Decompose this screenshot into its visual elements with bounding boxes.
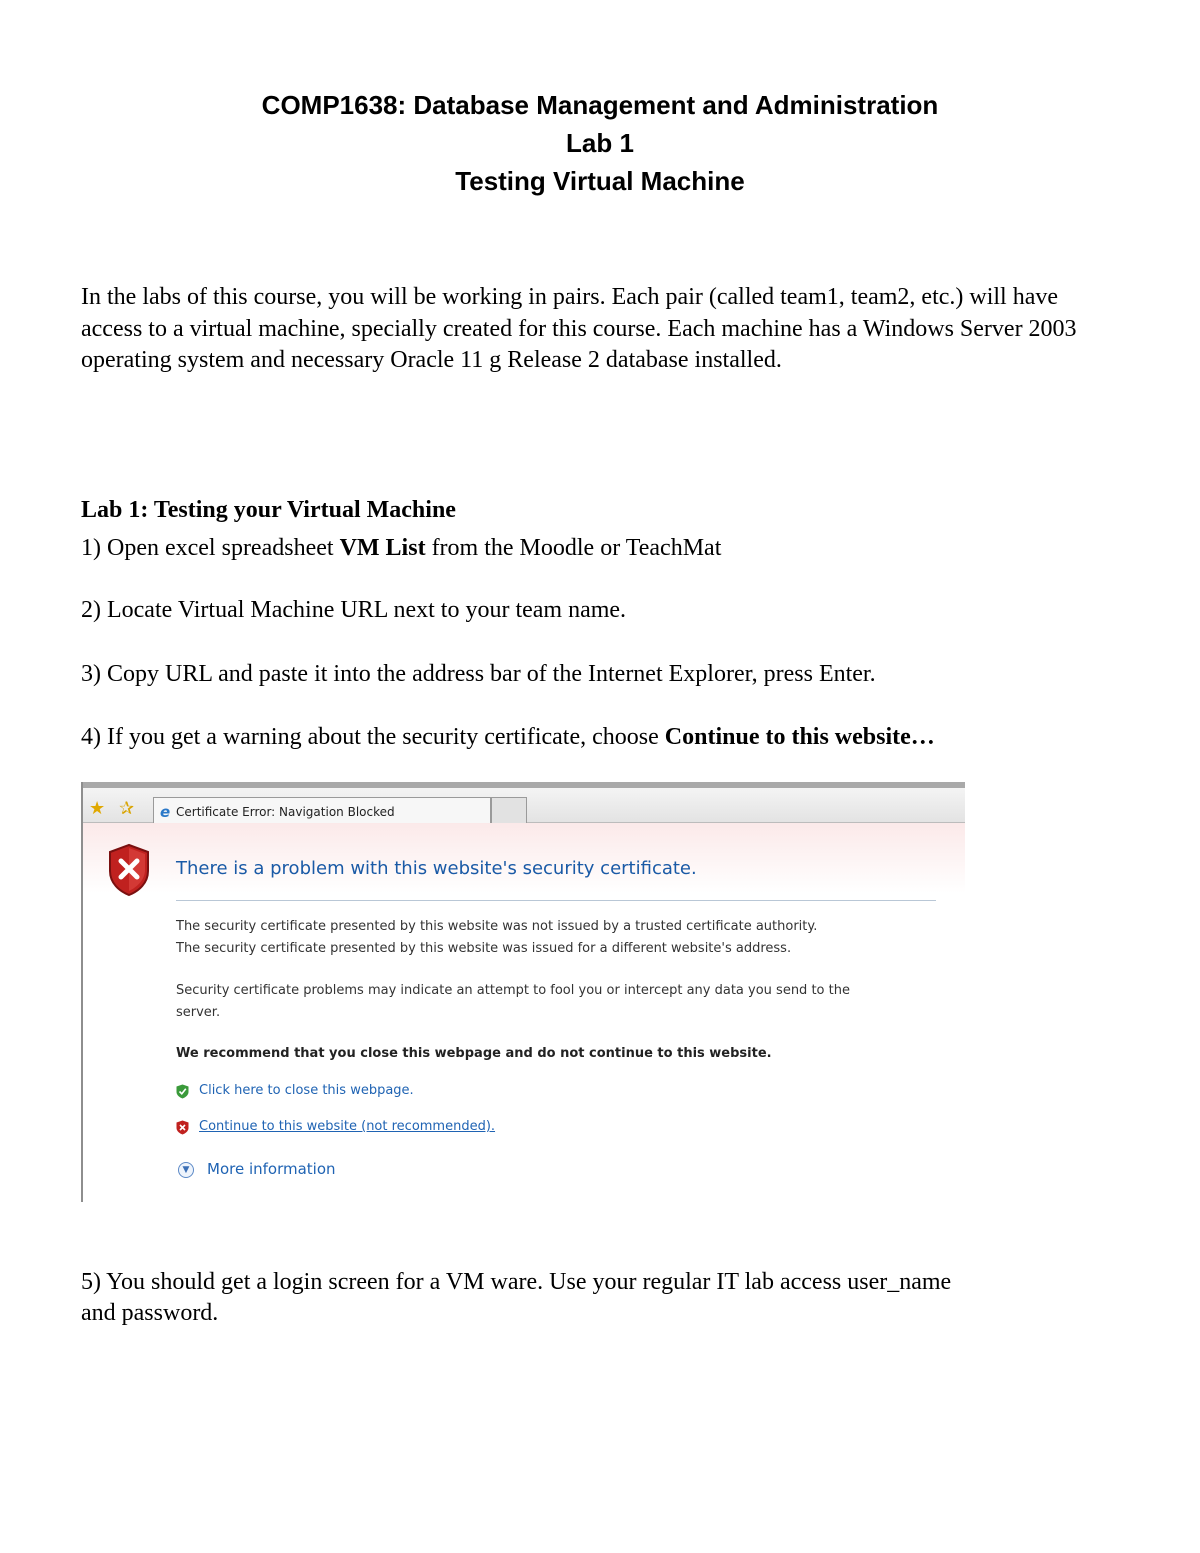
browser-toolbar [83, 788, 965, 823]
favorites-star-icon[interactable]: ★ [89, 798, 106, 819]
certificate-error-screenshot [81, 782, 965, 1202]
red-shield-icon [176, 1120, 189, 1135]
course-title: COMP1638: Database Management and Administration [261, 90, 939, 120]
error-page [83, 823, 965, 1202]
step-2: 2) Locate Virtual Machine URL next to your team name. [81, 597, 627, 623]
step-4-text: 4) If you get a warning about the security certificate, choose [81, 724, 665, 750]
expand-chevron-icon[interactable]: ▼ [178, 1162, 194, 1178]
green-shield-icon [176, 1084, 189, 1099]
step-1-bold: VM List [339, 535, 426, 561]
step-5: 5) You should get a login screen for a VM ware. Use your regular IT lab access user_name [81, 1269, 952, 1295]
intro-paragraph: In the labs of this course, you will be working in pairs. Each pair (called team1, team2, etc.) will have access to a virtual machine, specially created for this course. Each machine has a Windows Server 2003 operating system and necessary Oracle 11 g Release 2 database installed. [81, 284, 1077, 373]
step-5-cont: and password. [81, 1300, 219, 1326]
step-4-bold: Continue to this website… [664, 724, 935, 750]
close-webpage-link[interactable]: Click here to close this webpage. [199, 1083, 414, 1098]
step-3: 3) Copy URL and paste it into the address bar of the Internet Explorer, press Enter. [81, 661, 876, 687]
title-block [0, 86, 1200, 200]
error-line-2: The security certificate presented by this website was issued for a different website's address. [176, 941, 792, 956]
error-line-3: Security certificate problems may indicate an attempt to fool you or intercept any data you send to the [176, 983, 850, 998]
ie-logo-icon: e [160, 803, 171, 821]
add-favorites-icon[interactable]: ✰ [119, 798, 135, 819]
title-divider [176, 900, 936, 901]
error-shield-icon [107, 843, 151, 897]
step-1-rest: from the Moodle or TeachMat [425, 535, 722, 561]
lab-subtitle: Testing Virtual Machine [455, 166, 745, 196]
step-1 [81, 533, 721, 563]
lab-number: Lab 1 [566, 128, 634, 158]
error-title: There is a problem with this website's security certificate. [176, 858, 697, 879]
browser-tab-label: Certificate Error: Navigation Blocked [176, 805, 395, 819]
lab-heading: Lab 1: Testing your Virtual Machine [81, 497, 456, 523]
error-line-3-cont: server. [176, 1005, 221, 1020]
continue-website-link[interactable]: Continue to this website (not recommended). [199, 1119, 496, 1134]
recommendation-text: We recommend that you close this webpage and do not continue to this website. [176, 1046, 772, 1061]
more-information-link[interactable]: More information [207, 1160, 336, 1178]
error-line-1: The security certificate presented by this website was not issued by a trusted certificate authority. [176, 919, 818, 934]
step-4 [81, 722, 935, 752]
step-1-text: 1) Open excel spreadsheet [81, 535, 340, 561]
